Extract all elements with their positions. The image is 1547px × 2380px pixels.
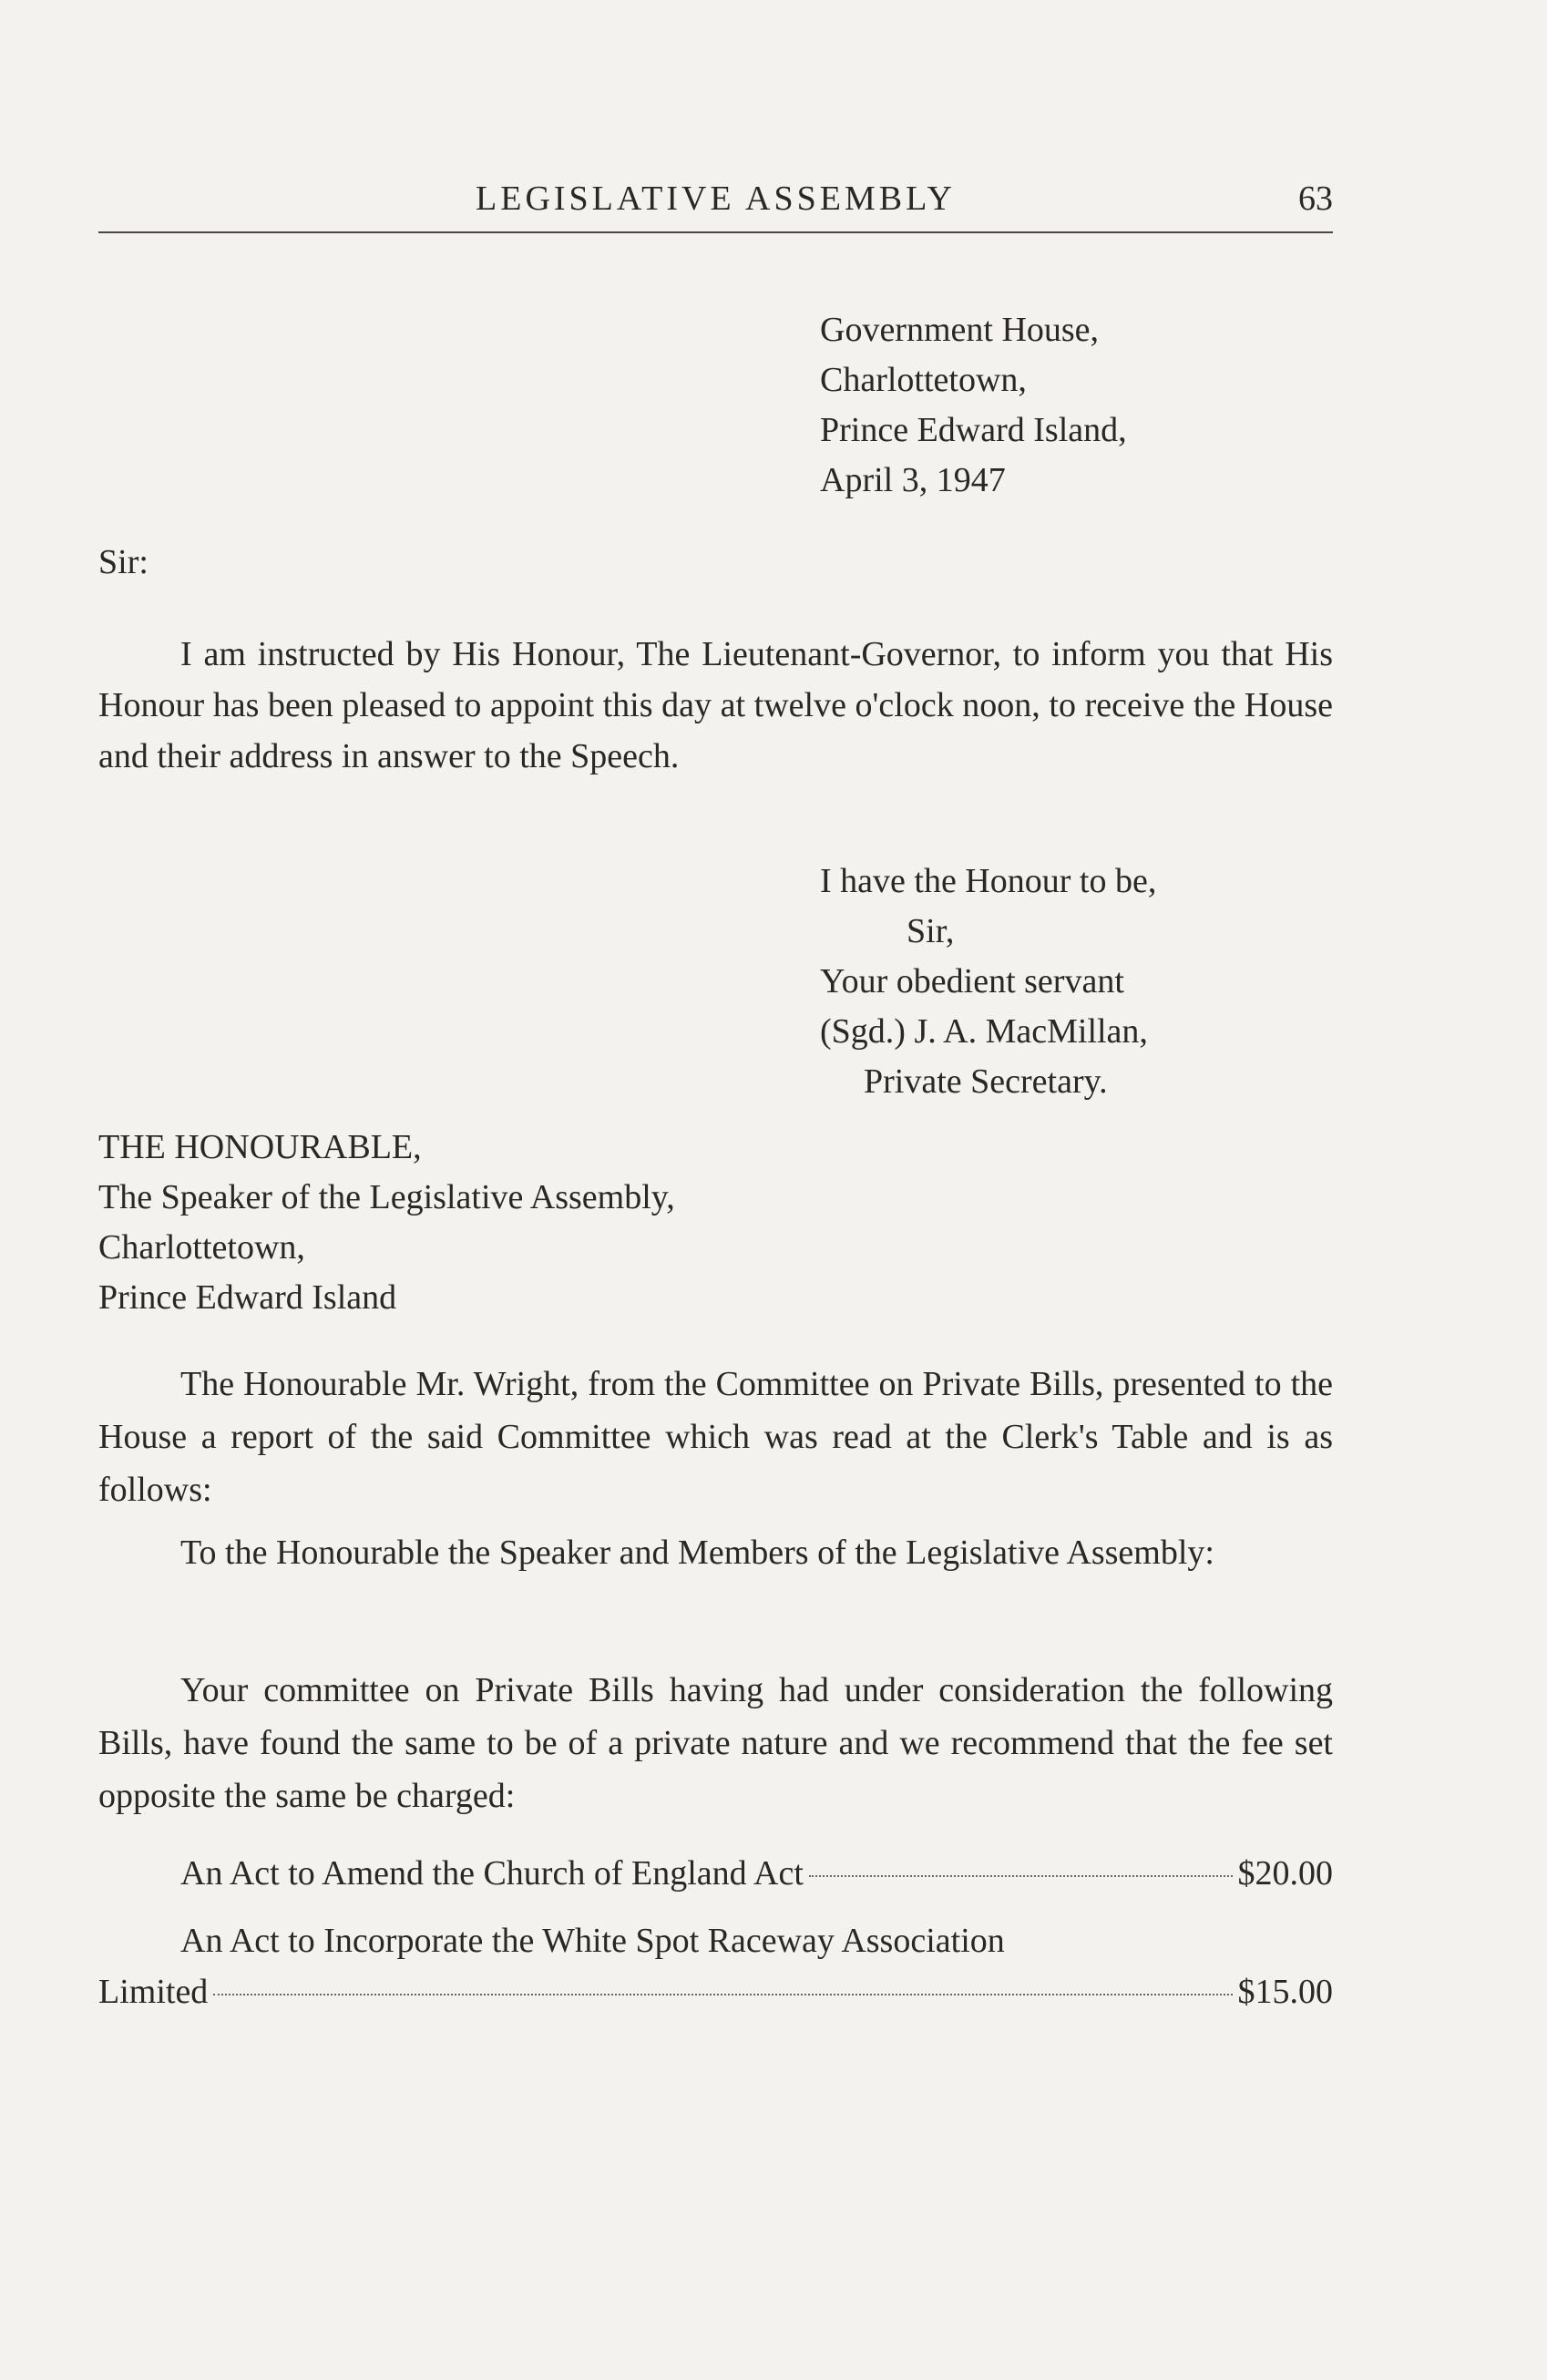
address-line: Charlottetown,	[820, 361, 1027, 399]
report-address-text: To the Honourable the Speaker and Members of the Legislative Assembly:	[180, 1534, 1214, 1572]
address-date: April 3, 1947	[820, 461, 1006, 499]
address-line: Prince Edward Island,	[820, 411, 1127, 449]
dot-leader	[213, 1994, 1232, 1995]
header-rule	[98, 231, 1333, 233]
address-line: Government House,	[820, 311, 1100, 349]
report-intro	[98, 1358, 1333, 1516]
sender-address	[820, 305, 1127, 506]
letter-body-text: I am instructed by His Honour, The Lieutenant-Governor, to inform you that His Honour has been pleased to appoint this day at twelve o'clock noon, to receive the House and their address in answer to the Speech.	[98, 635, 1333, 775]
page-number: 63	[1298, 180, 1333, 218]
letter-body	[98, 629, 1333, 782]
running-header	[98, 179, 1333, 230]
report-intro-text: The Honourable Mr. Wright, from the Committee on Private Bills, presented to the House a report of the said Committee which was read at the Clerk's Table and is as follows:	[98, 1365, 1333, 1509]
signature-line: (Sgd.) J. A. MacMillan,	[820, 1012, 1148, 1051]
dot-leader	[809, 1875, 1233, 1877]
bill-entry-continued	[98, 1966, 1333, 2017]
bill-title-continued: Limited	[98, 1973, 209, 2011]
running-header-title: LEGISLATIVE ASSEMBLY	[476, 180, 956, 218]
closing-line: I have the Honour to be,	[820, 862, 1157, 900]
report-body	[98, 1664, 1333, 1822]
closing-line: Your obedient servant	[820, 962, 1124, 1000]
bill-entry	[98, 1915, 1333, 1966]
bill-title: An Act to Amend the Church of England Act	[180, 1854, 804, 1893]
bill-fee: $20.00	[1237, 1854, 1333, 1893]
letter-closing	[820, 857, 1156, 1107]
report-body-text: Your committee on Private Bills having had under consideration the following Bills, have found the same to be of a private nature and we recommend that the fee set opposite the same be charged:	[98, 1671, 1333, 1815]
recipient-line: Charlottetown,	[98, 1228, 305, 1267]
recipient-address	[98, 1123, 675, 1323]
closing-line: Sir,	[907, 912, 955, 950]
bill-entry	[98, 1848, 1333, 1899]
recipient-line: THE HONOURABLE,	[98, 1128, 422, 1166]
recipient-line: Prince Edward Island	[98, 1278, 397, 1317]
signatory-title: Private Secretary.	[864, 1062, 1108, 1101]
report-address	[98, 1526, 1333, 1579]
bill-fee: $15.00	[1237, 1973, 1333, 2011]
salutation: Sir:	[98, 543, 149, 581]
recipient-line: The Speaker of the Legislative Assembly,	[98, 1178, 675, 1216]
bill-title: An Act to Incorporate the White Spot Raceway Association	[180, 1922, 1005, 1960]
